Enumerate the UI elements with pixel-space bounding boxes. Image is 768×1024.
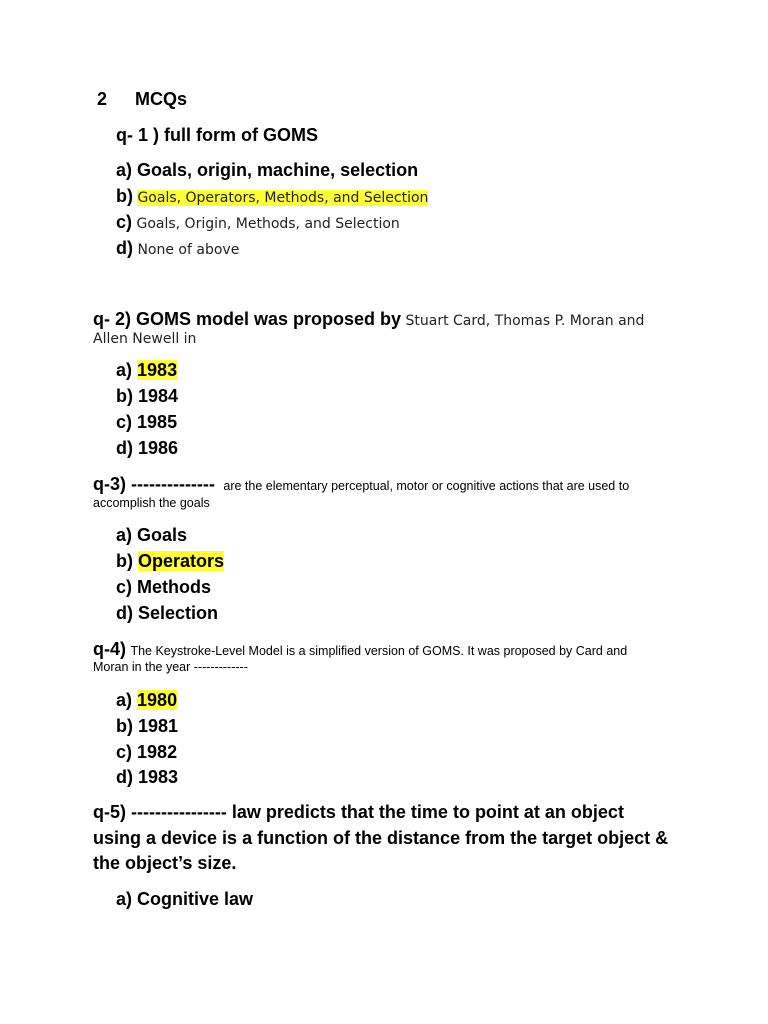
question-detail: The Keystroke-Level Model is a simplified version of GOMS. It was proposed by Card and	[130, 644, 628, 658]
q3-option-b	[116, 551, 224, 572]
option-letter: d)	[116, 238, 133, 258]
q2-option-a	[116, 360, 177, 381]
q1-option-d	[116, 238, 239, 259]
option-letter: d)	[116, 767, 133, 787]
q4-option-d	[116, 767, 178, 788]
option-letter: c)	[116, 742, 133, 762]
option-text: Selection	[138, 603, 219, 623]
option-text: 1985	[137, 412, 178, 432]
q1-option-a	[116, 160, 418, 181]
option-letter: c)	[116, 412, 133, 432]
option-text: Goals	[137, 525, 188, 545]
q4-option-b	[116, 716, 178, 737]
q4-option-c	[116, 742, 177, 763]
question-detail: Stuart Card, Thomas P. Moran and	[405, 313, 645, 329]
q1-option-c	[116, 212, 400, 233]
q3-option-d	[116, 603, 218, 624]
option-text: 1984	[138, 386, 179, 406]
question-label: q-4)	[93, 639, 126, 659]
q3-option-a	[116, 525, 187, 546]
option-text: None of above	[137, 242, 240, 258]
option-letter: d)	[116, 438, 133, 458]
question-5-line-2: using a device is a function of the distance from the target object &	[93, 828, 669, 848]
option-text-highlighted: 1980	[137, 690, 178, 710]
option-letter: b)	[116, 386, 133, 406]
option-text: 1981	[138, 716, 179, 736]
option-text-highlighted: 1983	[137, 360, 178, 380]
question-5-line-3: the object’s size.	[93, 853, 237, 873]
section-title: MCQs	[135, 89, 188, 109]
question-4-detail-cont: Moran in the year -------------	[93, 660, 248, 674]
q2-option-c	[116, 412, 177, 433]
question-4	[93, 639, 627, 660]
section-heading	[97, 89, 187, 110]
option-letter: b)	[116, 186, 133, 206]
question-1: q- 1 ) full form of GOMS	[116, 125, 318, 145]
option-text-highlighted: Operators	[138, 551, 225, 571]
option-letter: a)	[116, 360, 133, 380]
q2-option-b	[116, 386, 178, 407]
option-text: Cognitive law	[137, 889, 254, 909]
q2-option-d	[116, 438, 178, 459]
option-text: 1983	[138, 767, 179, 787]
option-text-highlighted: Goals, Operators, Methods, and Selection	[137, 190, 429, 206]
option-letter: d)	[116, 603, 133, 623]
option-letter: a)	[116, 525, 133, 545]
option-letter: a)	[116, 889, 133, 909]
q4-option-a	[116, 690, 177, 711]
section-number: 2	[97, 89, 108, 109]
option-letter: b)	[116, 551, 133, 571]
option-letter: a)	[116, 690, 133, 710]
question-label: q-3) --------------	[93, 474, 215, 494]
question-3	[93, 474, 629, 495]
option-letter: c)	[116, 577, 133, 597]
question-label: q- 2) GOMS model was proposed by	[93, 309, 402, 329]
q5-option-a	[116, 889, 253, 910]
option-text: 1982	[137, 742, 178, 762]
question-2	[93, 309, 644, 330]
option-text: Methods	[137, 577, 212, 597]
question-3-detail-cont: accomplish the goals	[93, 496, 210, 510]
question-detail: are the elementary perceptual, motor or cognitive actions that are used to	[223, 479, 630, 493]
question-2-detail-cont: Allen Newell in	[93, 331, 197, 347]
option-text: 1986	[138, 438, 179, 458]
q1-option-b	[116, 186, 428, 207]
option-letter: b)	[116, 716, 133, 736]
question-5-line-1: q-5) ---------------- law predicts that the time to point at an object	[93, 802, 624, 822]
q3-option-c	[116, 577, 211, 598]
option-letter: a)	[116, 160, 133, 180]
option-letter: c)	[116, 212, 133, 232]
option-text: Goals, Origin, Methods, and Selection	[136, 216, 400, 232]
option-text: Goals, origin, machine, selection	[137, 160, 419, 180]
